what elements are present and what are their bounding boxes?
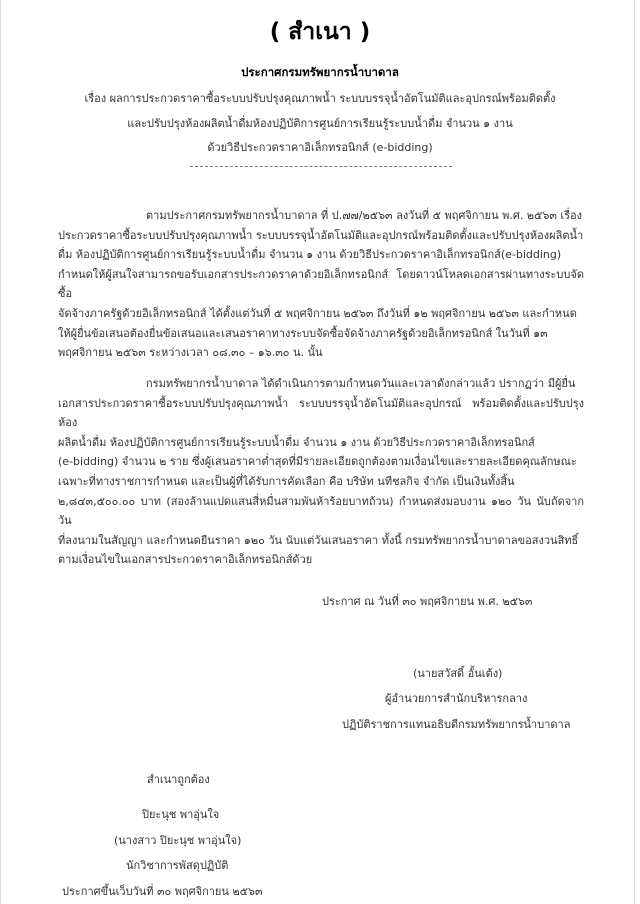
signer-name: (นายสวัสดิ์ อั้นเต้ง) <box>413 667 503 680</box>
copy-certifier-name: (นางสาว ปิยะนุช พาอุ่นใจ) <box>114 834 242 847</box>
page-right-border <box>634 0 635 904</box>
announcement-title: ประกาศกรมทรัพยากรน้ำบาดาล <box>241 65 399 79</box>
announcement-date: ประกาศ ณ วันที่ ๓๐ พฤศจิกายน พ.ศ. ๒๕๖๓ <box>322 595 533 608</box>
signer-position: ผู้อำนวยการสำนักบริหารกลาง <box>385 692 528 705</box>
web-posted-date: ประกาศขึ้นเว็บวันที่ ๓๐ พฤศจิกายน ๒๕๖๓ <box>62 885 263 898</box>
copy-signature: ปิยะนุช พาอุ่นใจ <box>142 808 220 821</box>
certified-copy-label: สำเนาถูกต้อง <box>147 773 210 786</box>
paragraph-background: ตามประกาศกรมทรัพยากรน้ำบาดาล ที่ ป.๗๗/๒๕๖๓ ลงวันที่ ๕ พฤศจิกายน พ.ศ. ๒๕๖๓ เรื่อง ประกวดราคาซื้อระบบปรับปรุงคุณภาพน้ำ ระบบบรรจุน้ำอัตโนมัติและอุปกรณ์พร้อมติดตั้งและปรับปรุงห้องผลิตน้ำ ดื่ม ห้องปฏิบัติการศูนย์การเรียนรู้ระบบน้ำดื่ม จำนวน ๑ งาน ด้วยวิธีประกวดราคาอิเล็กทรอนิกส์(e-bidding) กำหนดให้ผู้สนใจสามารถขอรับเอกสารประกวดราคาด้วยอิเล็กทรอนิกส์ โดยดาวน์โหลดเอกสารผ่านทางระบบจัดซื้อ จัดจ้างภาครัฐด้วยอิเล็กทรอนิกส์ ได้ตั้งแต่วันที่ ๕ พฤศจิกายน ๒๕๖๓ ถึงวันที่ ๑๒ พฤศจิกายน ๒๕๖๓ และกำหนด ให้ผู้ยื่นข้อเสนอต้องยื่นข้อเสนอและเสนอราคาทางระบบจัดซื้อจัดจ้างภาครัฐด้วยอิเล็กทรอนิกส์ ในวันที่ ๑๓ พฤศจิกายน ๒๕๖๓ ระหว่างเวลา ๐๘.๓๐ – ๑๖.๓๐ น. นั้น <box>58 209 584 360</box>
subject-line-3: ด้วยวิธีประกวดราคาอิเล็กทรอนิกส์ (e-bidding) <box>207 141 433 154</box>
subject-line-1: เรื่อง ผลการประกวดราคาซื้อระบบปรับปรุงคุณภาพน้ำ ระบบบรรจุน้ำอัตโนมัติและอุปกรณ์พร้อมติดตั้ง <box>84 92 556 105</box>
subject-line-2: และปรับปรุงห้องผลิตน้ำดื่มห้องปฏิบัติการศูนย์การเรียนรู้ระบบน้ำดื่ม จำนวน ๑ งาน <box>127 117 513 130</box>
dashed-divider <box>190 166 452 167</box>
page-left-border <box>0 0 1 904</box>
copy-stamp-heading: ( สำเนา ) <box>269 19 371 45</box>
paragraph-result: กรมทรัพยากรน้ำบาดาล ได้ดำเนินการตามกำหนดวันและเวลาดังกล่าวแล้ว ปรากฏว่า มีผู้ยื่น เอกสารประกวดราคาซื้อระบบปรับปรุงคุณภาพน้ำ ระบบบรรจุน้ำอัตโนมัติและอุปกรณ์ พร้อมติดตั้งและปรับปรุงห้อง ผลิตน้ำดื่ม ห้องปฏิบัติการศูนย์การเรียนรู้ระบบน้ำดื่ม จำนวน ๑ งาน ด้วยวิธีประกวดราคาอิเล็กทรอนิกส์ (e-bidding) จำนวน ๒ ราย ซึ่งผู้เสนอราคาต่ำสุดที่มีรายละเอียดถูกต้องตามเงื่อนไขและรายละเอียดคุณลักษณะ เฉพาะที่ทางราชการกำหนด และเป็นผู้ที่ได้รับการคัดเลือก คือ บริษัท นทีชลกิจ จำกัด เป็นเงินทั้งสิ้น ๒,๘๔๓,๕๐๐.๐๐ บาท (สองล้านแปดแสนสี่หมื่นสามพันห้าร้อยบาทถ้วน) กำหนดส่งมอบงาน ๑๒๐ วัน นับถัดจากวัน ที่ลงนามในสัญญา และกำหนดยืนราคา ๑๒๐ วัน นับแต่วันเสนอราคา ทั้งนี้ กรมทรัพยากรน้ำบาดาลขอสงวนสิทธิ์ ตามเงื่อนไขในเอกสารประกวดราคาอิเล็กทรอนิกส์ด้วย <box>58 377 584 567</box>
copy-certifier-position: นักวิชาการพัสดุปฏิบัติ <box>126 859 229 872</box>
signer-acting-for: ปฏิบัติราชการแทนอธิบดีกรมทรัพยากรน้ำบาดาล <box>342 718 571 731</box>
